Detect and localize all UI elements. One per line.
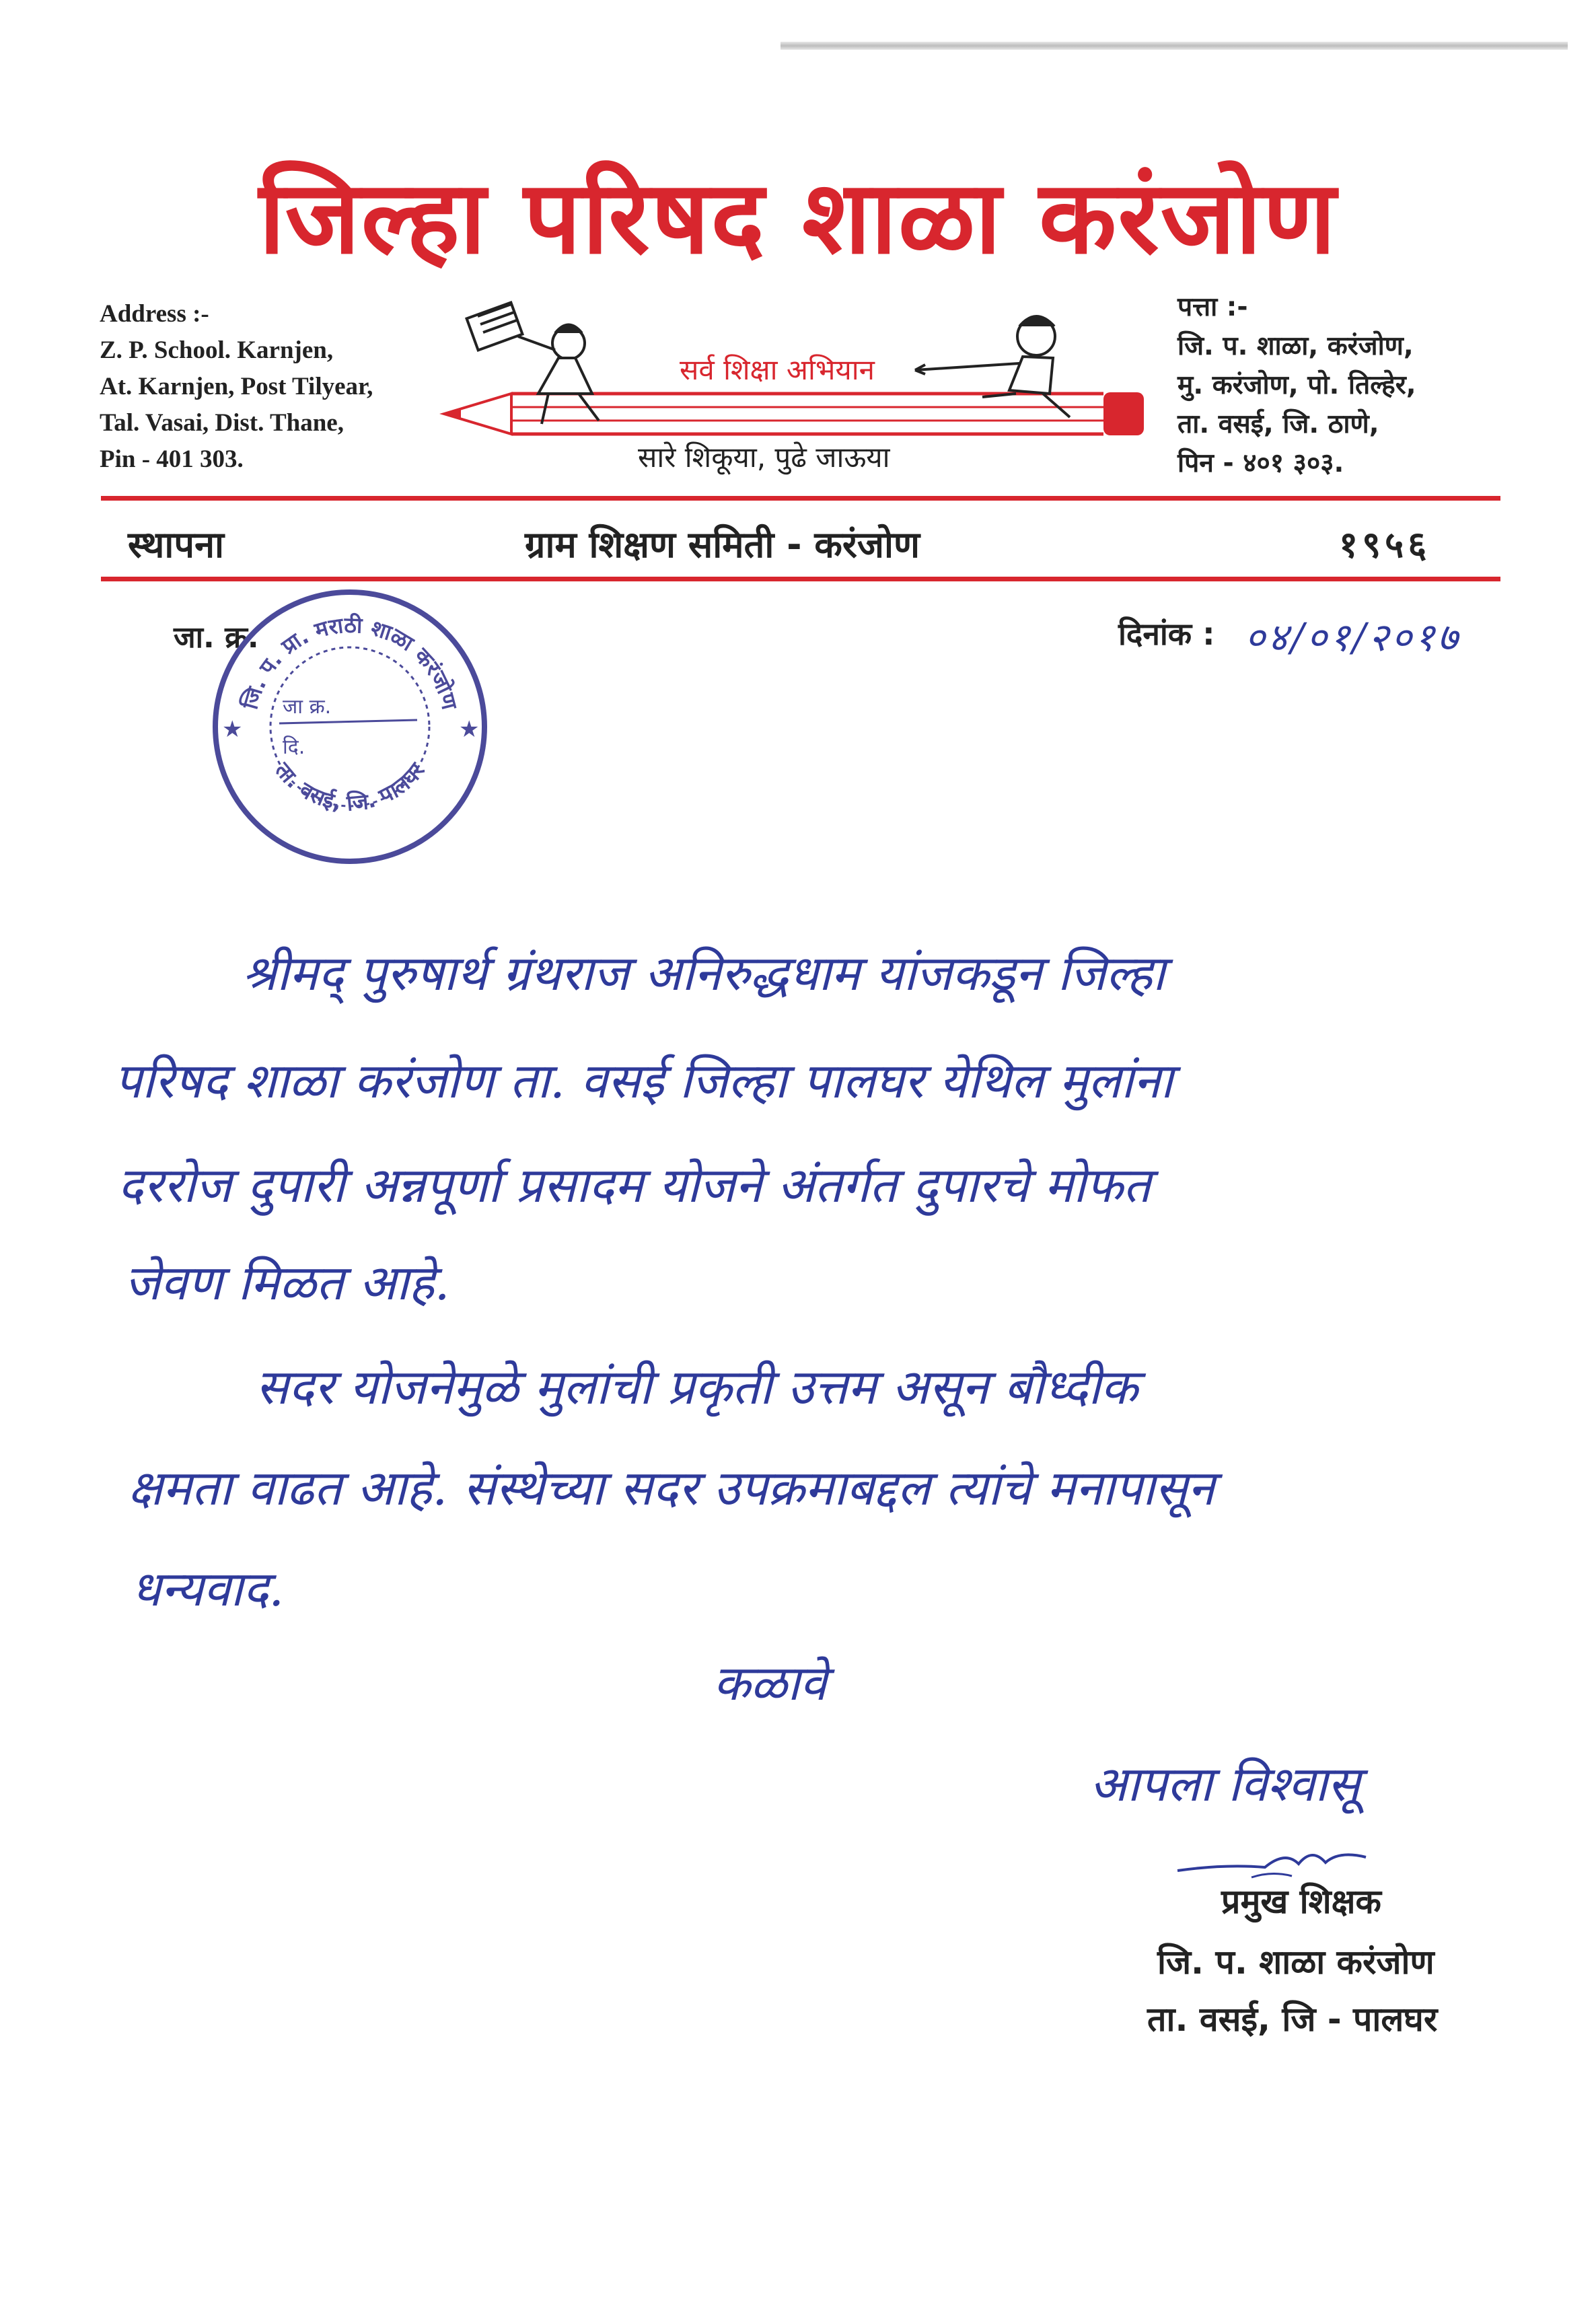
- letter-line: क्षमता वाढत आहे. संस्थेच्या सदर उपक्रमाबद्दल त्यांचे मनापासून: [128, 1460, 1215, 1516]
- campaign-motto: सारे शिकूया, पुढे जाऊया: [638, 441, 890, 474]
- address-english-line: Pin - 401 303.: [100, 445, 244, 473]
- stamp-field-date: दि.: [283, 735, 305, 759]
- stamp-field-ref: जा क्र.: [283, 695, 332, 719]
- stamp-bottom-text: ता. वसई, जि. पालघर: [270, 757, 430, 816]
- pencil-icon: [444, 392, 1144, 435]
- signatory-place: ता. वसई, जि - पालघर: [1147, 2000, 1438, 2039]
- closing-remark: कळावे: [713, 1655, 827, 1711]
- header-rule-bottom: [101, 577, 1500, 581]
- reference-number-label: जा. क्र.: [174, 620, 259, 655]
- address-marathi-line: ता. वसई, जि. ठाणे,: [1177, 409, 1379, 439]
- address-marathi-line: पिन - ४०१ ३०३.: [1177, 448, 1344, 478]
- address-english-line: Z. P. School. Karnjen,: [100, 336, 334, 364]
- established-year: १९५६: [1339, 524, 1431, 566]
- signatory-school: जि. प. शाळा करंजोण: [1157, 1943, 1435, 1982]
- date-label: दिनांक :: [1118, 616, 1215, 652]
- scan-artifact: [781, 42, 1568, 50]
- stamp-ring-text: जि. प. प्रा. मराठी शाळा करंजोण: [237, 612, 463, 713]
- signatory-designation: प्रमुख शिक्षक: [1221, 1882, 1381, 1921]
- svg-text:जि. प. प्रा. मराठी शाळा करंजोण: [237, 612, 463, 713]
- letter-line: श्रीमद्‌ पुरुषार्थ ग्रंथराज अनिरुद्धधाम यांजकडून जिल्हा: [242, 945, 1165, 1001]
- boy-pointing-icon: [915, 316, 1070, 417]
- address-marathi: [1177, 288, 1416, 483]
- address-english: [100, 296, 373, 478]
- yours-faithfully: आपला विश्वासू: [1090, 1756, 1361, 1812]
- star-icon: ★: [459, 716, 480, 743]
- address-marathi-line: जि. प. शाळा, करंजोण,: [1177, 331, 1414, 361]
- address-marathi-line: मु. करंजोण, पो. तिल्हेर,: [1177, 370, 1416, 400]
- letter-line: परिषद शाळा करंजोण ता. वसई जिल्हा पालघर येथिल मुलांना: [114, 1052, 1173, 1109]
- date-value: ०४/०१/२०१७: [1245, 614, 1461, 660]
- established-label: स्थापना: [128, 524, 225, 566]
- letterhead-title: जिल्हा परिषद शाळा करंजोण: [258, 159, 1338, 277]
- star-icon: ★: [222, 716, 243, 743]
- address-english-line: At. Karnjen, Post Tilyear,: [100, 373, 373, 400]
- committee-name: ग्राम शिक्षण समिती - करंजोण: [525, 524, 920, 566]
- svg-text:ता. वसई, जि. पालघर: [270, 757, 431, 816]
- address-marathi-label: पत्ता :-: [1177, 292, 1248, 322]
- header-rule-top: [101, 496, 1500, 501]
- address-english-label: Address :-: [100, 300, 209, 328]
- letter-line: धन्यवाद.: [131, 1560, 285, 1617]
- letter-line: दररोज दुपारी अन्नपूर्णा प्रसादम योजने अंतर्गत दुपारचे मोफत: [118, 1157, 1151, 1213]
- school-stamp: [209, 585, 491, 868]
- letter-line: सदर योजनेमुळे मुलांची प्रकृती उत्तम असून बौध्दीक: [256, 1359, 1138, 1415]
- letter-line: जेवण मिळत आहे.: [124, 1254, 450, 1311]
- campaign-logo-text: सर्व शिक्षा अभियान: [680, 353, 875, 386]
- address-english-line: Tal. Vasai, Dist. Thane,: [100, 409, 344, 437]
